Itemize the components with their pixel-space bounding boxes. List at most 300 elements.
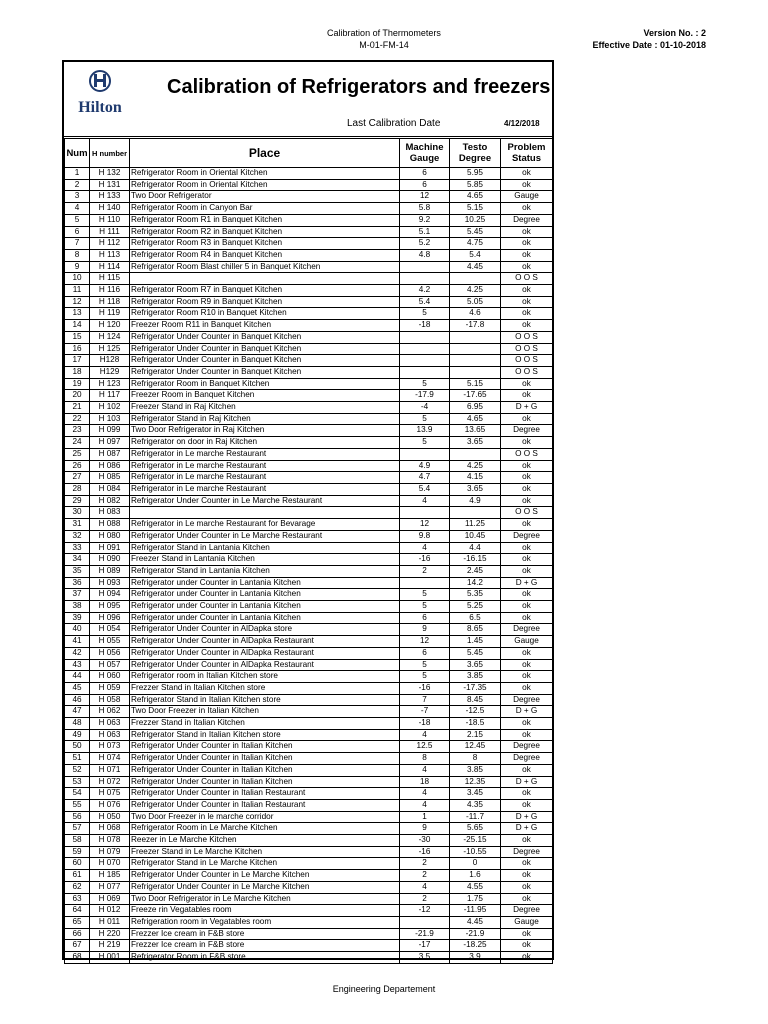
cell-machine-gauge: 5.2 xyxy=(400,238,450,250)
cell-num: 33 xyxy=(65,542,90,554)
cell-testo-degree: 5.85 xyxy=(450,179,501,191)
cell-place: Refrigerator under Counter in Lantania Kitchen xyxy=(130,589,400,601)
cell-place: Refrigerator Room in Oriental Kitchen xyxy=(130,168,400,180)
table-row xyxy=(65,694,553,706)
table-row xyxy=(65,296,553,308)
cell-place: Refrigerator Under Counter in Italian Kitchen xyxy=(130,741,400,753)
table-row xyxy=(65,729,553,741)
cell-testo-degree: -17.65 xyxy=(450,390,501,402)
cell-place: Two Door Refrigerator xyxy=(130,191,400,203)
cell-testo-degree: 5.45 xyxy=(450,647,501,659)
cell-h-number: H 072 xyxy=(90,776,130,788)
cell-machine-gauge: 4.8 xyxy=(400,249,450,261)
cell-place: Refrigerator Under Counter in Le Marche Restaurant xyxy=(130,530,400,542)
table-row xyxy=(65,718,553,730)
table-row xyxy=(65,601,553,613)
cell-testo-degree: 5.05 xyxy=(450,296,501,308)
table-row xyxy=(65,483,553,495)
cell-place: Frezzer Stand in Italian Kitchen xyxy=(130,718,400,730)
cell-h-number: H 070 xyxy=(90,858,130,870)
table-row xyxy=(65,203,553,215)
cell-problem-status: ok xyxy=(501,612,553,624)
cell-place: Refrigerator in Le marche Restaurant xyxy=(130,483,400,495)
cell-h-number: H 085 xyxy=(90,472,130,484)
cell-testo-degree: -17.35 xyxy=(450,682,501,694)
cell-num: 15 xyxy=(65,331,90,343)
table-row xyxy=(65,460,553,472)
table-row xyxy=(65,917,553,929)
cell-h-number: H 063 xyxy=(90,718,130,730)
cell-problem-status: ok xyxy=(501,682,553,694)
table-row xyxy=(65,799,553,811)
cell-machine-gauge: 5.4 xyxy=(400,296,450,308)
cell-place: Refrigerator Room R3 in Banquet Kitchen xyxy=(130,238,400,250)
cell-machine-gauge: -16 xyxy=(400,846,450,858)
cell-problem-status: Gauge xyxy=(501,917,553,929)
cell-place: Refrigerator Room in F&B store xyxy=(130,952,400,964)
cell-num: 45 xyxy=(65,682,90,694)
cell-num: 14 xyxy=(65,320,90,332)
cell-testo-degree: 12.35 xyxy=(450,776,501,788)
cell-h-number: H 113 xyxy=(90,249,130,261)
cell-testo-degree: 6.5 xyxy=(450,612,501,624)
cell-testo-degree: -21.9 xyxy=(450,928,501,940)
table-row xyxy=(65,835,553,847)
cell-num: 19 xyxy=(65,378,90,390)
cell-num: 17 xyxy=(65,355,90,367)
cell-place: Refrigerator room in Italian Kitchen store xyxy=(130,671,400,683)
cell-num: 11 xyxy=(65,285,90,297)
cell-machine-gauge: 5.8 xyxy=(400,203,450,215)
cell-problem-status: Degree xyxy=(501,741,553,753)
cell-h-number: H 114 xyxy=(90,261,130,273)
cell-machine-gauge: 2 xyxy=(400,565,450,577)
cell-problem-status: ok xyxy=(501,893,553,905)
cell-num: 46 xyxy=(65,694,90,706)
cell-num: 27 xyxy=(65,472,90,484)
table-row xyxy=(65,823,553,835)
cell-machine-gauge: 8 xyxy=(400,753,450,765)
cell-machine-gauge: 4 xyxy=(400,881,450,893)
cell-problem-status: ok xyxy=(501,647,553,659)
cell-problem-status: ok xyxy=(501,835,553,847)
cell-place: Refrigerator Under Counter in AlDapka Restaurant xyxy=(130,636,400,648)
cell-place: Two Door Refrigerator in Raj Kitchen xyxy=(130,425,400,437)
cell-place: Refrigerator Stand in Lantania Kitchen xyxy=(130,565,400,577)
cell-place: Refrigerator Under Counter in Italian Kitchen xyxy=(130,764,400,776)
cell-problem-status: Degree xyxy=(501,905,553,917)
cell-problem-status: ok xyxy=(501,799,553,811)
table-row xyxy=(65,308,553,320)
cell-place: Two Door Refrigerator in Le Marche Kitchen xyxy=(130,893,400,905)
table-body xyxy=(65,168,553,964)
cell-h-number: H 103 xyxy=(90,413,130,425)
cell-place: Refrigerator Stand in Italian Kitchen store xyxy=(130,694,400,706)
cell-h-number: H 088 xyxy=(90,519,130,531)
cell-num: 3 xyxy=(65,191,90,203)
version-number: Version No. : 2 xyxy=(643,28,706,38)
cell-place: Refrigerator Under Counter in Banquet Kitchen xyxy=(130,343,400,355)
cell-h-number: H 080 xyxy=(90,530,130,542)
cell-h-number: H 115 xyxy=(90,273,130,285)
cell-problem-status: D + G xyxy=(501,706,553,718)
cell-num: 61 xyxy=(65,870,90,882)
table-row xyxy=(65,179,553,191)
cell-h-number: H 123 xyxy=(90,378,130,390)
cell-testo-degree: 2.45 xyxy=(450,565,501,577)
table-row xyxy=(65,402,553,414)
cell-h-number: H 125 xyxy=(90,343,130,355)
cell-h-number: H 116 xyxy=(90,285,130,297)
table-row xyxy=(65,870,553,882)
cell-h-number: H 083 xyxy=(90,507,130,519)
cell-testo-degree xyxy=(450,366,501,378)
table-row xyxy=(65,343,553,355)
cell-machine-gauge: -16 xyxy=(400,682,450,694)
cell-testo-degree: 10.45 xyxy=(450,530,501,542)
cell-machine-gauge: 6 xyxy=(400,168,450,180)
cell-machine-gauge xyxy=(400,355,450,367)
cell-h-number: H 102 xyxy=(90,402,130,414)
cell-machine-gauge: 13.9 xyxy=(400,425,450,437)
cell-machine-gauge: 5 xyxy=(400,671,450,683)
cell-problem-status: ok xyxy=(501,226,553,238)
cell-place: Refrigerator Room R4 in Banquet Kitchen xyxy=(130,249,400,261)
table-row xyxy=(65,565,553,577)
cell-testo-degree: 5.15 xyxy=(450,203,501,215)
cell-h-number: H 082 xyxy=(90,495,130,507)
cell-testo-degree xyxy=(450,273,501,285)
table-row xyxy=(65,191,553,203)
table-row xyxy=(65,530,553,542)
cell-h-number: H 131 xyxy=(90,179,130,191)
cell-h-number: H 185 xyxy=(90,870,130,882)
cell-problem-status: ok xyxy=(501,296,553,308)
cell-testo-degree: 10.25 xyxy=(450,214,501,226)
hilton-logo xyxy=(67,68,133,114)
calibration-table xyxy=(64,138,553,964)
cell-h-number: H 079 xyxy=(90,846,130,858)
cell-num: 21 xyxy=(65,402,90,414)
cell-testo-degree: 4.45 xyxy=(450,261,501,273)
cell-num: 62 xyxy=(65,881,90,893)
cell-testo-degree: -10.55 xyxy=(450,846,501,858)
cell-machine-gauge: 4 xyxy=(400,799,450,811)
cell-testo-degree xyxy=(450,448,501,460)
cell-place: Refrigerator under Counter in Lantania Kitchen xyxy=(130,601,400,613)
table-row xyxy=(65,472,553,484)
cell-testo-degree: 4.35 xyxy=(450,799,501,811)
cell-problem-status: ok xyxy=(501,203,553,215)
cell-place: Refrigerator Under Counter in AlDapka Restaurant xyxy=(130,647,400,659)
table-header-row xyxy=(65,139,553,168)
cell-num: 49 xyxy=(65,729,90,741)
table-row xyxy=(65,624,553,636)
cell-place xyxy=(130,273,400,285)
cell-machine-gauge: 4.7 xyxy=(400,472,450,484)
cell-num: 13 xyxy=(65,308,90,320)
cell-testo-degree: 4.45 xyxy=(450,917,501,929)
cell-machine-gauge: -30 xyxy=(400,835,450,847)
cell-problem-status: ok xyxy=(501,495,553,507)
table-row xyxy=(65,788,553,800)
cell-machine-gauge: 1 xyxy=(400,811,450,823)
cell-testo-degree: 5.35 xyxy=(450,589,501,601)
cell-testo-degree: 12.45 xyxy=(450,741,501,753)
cell-problem-status: O O S xyxy=(501,355,553,367)
cell-h-number: H 110 xyxy=(90,214,130,226)
cell-problem-status: ok xyxy=(501,928,553,940)
table-row xyxy=(65,940,553,952)
cell-testo-degree: -18.25 xyxy=(450,940,501,952)
cell-problem-status: Degree xyxy=(501,214,553,226)
cell-problem-status: ok xyxy=(501,168,553,180)
cell-num: 52 xyxy=(65,764,90,776)
cell-machine-gauge: 18 xyxy=(400,776,450,788)
cell-num: 44 xyxy=(65,671,90,683)
cell-h-number: H 099 xyxy=(90,425,130,437)
cell-h-number: H 133 xyxy=(90,191,130,203)
cell-place: Refrigerator Stand in Raj Kitchen xyxy=(130,413,400,425)
cell-h-number: H 117 xyxy=(90,390,130,402)
cell-testo-degree xyxy=(450,507,501,519)
cell-testo-degree: 11.25 xyxy=(450,519,501,531)
cell-problem-status: D + G xyxy=(501,811,553,823)
cell-machine-gauge: -17 xyxy=(400,940,450,952)
cell-testo-degree: 3.65 xyxy=(450,483,501,495)
cell-num: 7 xyxy=(65,238,90,250)
cell-problem-status: ok xyxy=(501,554,553,566)
cell-h-number: H 118 xyxy=(90,296,130,308)
cell-machine-gauge: 9 xyxy=(400,624,450,636)
cell-machine-gauge: 6 xyxy=(400,612,450,624)
col-header-h-number: H number xyxy=(90,139,130,168)
table-row xyxy=(65,238,553,250)
table-row xyxy=(65,168,553,180)
cell-testo-degree: 0 xyxy=(450,858,501,870)
cell-problem-status: ok xyxy=(501,858,553,870)
cell-machine-gauge: 4 xyxy=(400,788,450,800)
table-row xyxy=(65,437,553,449)
cell-h-number: H 093 xyxy=(90,577,130,589)
cell-h-number: H 220 xyxy=(90,928,130,940)
cell-place: Two Door Freezer in Italian Kitchen xyxy=(130,706,400,718)
cell-machine-gauge: 4 xyxy=(400,495,450,507)
cell-h-number: H 060 xyxy=(90,671,130,683)
cell-problem-status: ok xyxy=(501,729,553,741)
table-row xyxy=(65,366,553,378)
cell-num: 58 xyxy=(65,835,90,847)
cell-place: Reezer in Le Marche Kitchen xyxy=(130,835,400,847)
cell-problem-status: O O S xyxy=(501,507,553,519)
cell-testo-degree: 5.65 xyxy=(450,823,501,835)
cell-testo-degree: -11.7 xyxy=(450,811,501,823)
cell-testo-degree: 6.95 xyxy=(450,402,501,414)
cell-machine-gauge: 6 xyxy=(400,647,450,659)
cell-place: Freezer Stand in Le Marche Kitchen xyxy=(130,846,400,858)
cell-problem-status: ok xyxy=(501,519,553,531)
cell-testo-degree: 4.25 xyxy=(450,460,501,472)
cell-num: 26 xyxy=(65,460,90,472)
cell-problem-status: ok xyxy=(501,285,553,297)
cell-problem-status: ok xyxy=(501,788,553,800)
cell-problem-status: ok xyxy=(501,542,553,554)
col-header-place: Place xyxy=(130,139,400,168)
cell-testo-degree: 4.65 xyxy=(450,413,501,425)
cell-place: Refrigerator Room in Le Marche Kitchen xyxy=(130,823,400,835)
cell-num: 5 xyxy=(65,214,90,226)
cell-h-number: H 012 xyxy=(90,905,130,917)
cell-num: 37 xyxy=(65,589,90,601)
table-row xyxy=(65,858,553,870)
cell-h-number: H128 xyxy=(90,355,130,367)
cell-machine-gauge: 3.5 xyxy=(400,952,450,964)
cell-machine-gauge xyxy=(400,507,450,519)
table-row xyxy=(65,671,553,683)
cell-h-number: H 058 xyxy=(90,694,130,706)
cell-place: Refrigerator Under Counter in Italian Kitchen xyxy=(130,753,400,765)
cell-machine-gauge: -12 xyxy=(400,905,450,917)
cell-h-number: H 076 xyxy=(90,799,130,811)
cell-testo-degree: 3.85 xyxy=(450,671,501,683)
table-row xyxy=(65,519,553,531)
cell-h-number: H 120 xyxy=(90,320,130,332)
cell-num: 51 xyxy=(65,753,90,765)
cell-problem-status: Degree xyxy=(501,694,553,706)
cell-h-number: H 056 xyxy=(90,647,130,659)
col-header-num: Num xyxy=(65,139,90,168)
cell-problem-status: Degree xyxy=(501,624,553,636)
cell-testo-degree: 1.6 xyxy=(450,870,501,882)
cell-place: Refrigerator Under Counter in AlDapka store xyxy=(130,624,400,636)
cell-place: Freezer Stand in Lantania Kitchen xyxy=(130,554,400,566)
cell-num: 31 xyxy=(65,519,90,531)
cell-machine-gauge xyxy=(400,273,450,285)
table-row xyxy=(65,425,553,437)
table-row xyxy=(65,542,553,554)
table-row xyxy=(65,647,553,659)
cell-place: Refrigerator Under Counter in AlDapka Restaurant xyxy=(130,659,400,671)
cell-problem-status: Degree xyxy=(501,530,553,542)
cell-problem-status: O O S xyxy=(501,448,553,460)
table-row xyxy=(65,378,553,390)
cell-problem-status: ok xyxy=(501,390,553,402)
table-row xyxy=(65,249,553,261)
cell-num: 54 xyxy=(65,788,90,800)
cell-place: Frezzer Ice cream in F&B store xyxy=(130,940,400,952)
cell-problem-status: Gauge xyxy=(501,636,553,648)
cell-testo-degree: 8.65 xyxy=(450,624,501,636)
cell-testo-degree: 4.9 xyxy=(450,495,501,507)
cell-place: Freeze rin Vegatables room xyxy=(130,905,400,917)
cell-num: 36 xyxy=(65,577,90,589)
cell-problem-status: ok xyxy=(501,764,553,776)
cell-machine-gauge: 5 xyxy=(400,308,450,320)
cell-place: Freezer Room in Banquet Kitchen xyxy=(130,390,400,402)
cell-problem-status: ok xyxy=(501,589,553,601)
cell-place: Refrigerator Room Blast chiller 5 in Banquet Kitchen xyxy=(130,261,400,273)
cell-h-number: H 073 xyxy=(90,741,130,753)
cell-problem-status: ok xyxy=(501,308,553,320)
cell-testo-degree: 14.2 xyxy=(450,577,501,589)
cell-num: 60 xyxy=(65,858,90,870)
cell-h-number: H 091 xyxy=(90,542,130,554)
cell-problem-status: ok xyxy=(501,940,553,952)
cell-testo-degree: -17.8 xyxy=(450,320,501,332)
cell-num: 38 xyxy=(65,601,90,613)
cell-h-number: H 069 xyxy=(90,893,130,905)
cell-num: 30 xyxy=(65,507,90,519)
cell-machine-gauge: -21.9 xyxy=(400,928,450,940)
cell-place: Refrigerator Stand in Italian Kitchen store xyxy=(130,729,400,741)
cell-problem-status: ok xyxy=(501,437,553,449)
cell-h-number: H 090 xyxy=(90,554,130,566)
cell-place: Refrigerator in Le marche Restaurant xyxy=(130,472,400,484)
cell-machine-gauge xyxy=(400,577,450,589)
cell-problem-status: O O S xyxy=(501,343,553,355)
cell-h-number: H 068 xyxy=(90,823,130,835)
table-row xyxy=(65,507,553,519)
col-header-testo-degree: Testo Degree xyxy=(450,139,501,168)
cell-problem-status: ok xyxy=(501,601,553,613)
cell-num: 67 xyxy=(65,940,90,952)
cell-problem-status: ok xyxy=(501,320,553,332)
cell-num: 68 xyxy=(65,952,90,964)
cell-testo-degree: -16.15 xyxy=(450,554,501,566)
cell-machine-gauge xyxy=(400,917,450,929)
cell-place: Refrigerator in Le marche Restaurant for Bevarage xyxy=(130,519,400,531)
cell-place: Refrigerator Room R9 in Banquet Kitchen xyxy=(130,296,400,308)
cell-testo-degree: 8 xyxy=(450,753,501,765)
cell-num: 10 xyxy=(65,273,90,285)
cell-h-number: H 087 xyxy=(90,448,130,460)
cell-machine-gauge: 5.4 xyxy=(400,483,450,495)
effective-date: Effective Date : 01-10-2018 xyxy=(592,40,706,50)
cell-place: Two Door Freezer in le marche corridor xyxy=(130,811,400,823)
cell-h-number: H 124 xyxy=(90,331,130,343)
cell-problem-status: ok xyxy=(501,249,553,261)
table-row xyxy=(65,952,553,964)
cell-machine-gauge: 12 xyxy=(400,636,450,648)
table-row xyxy=(65,226,553,238)
cell-place: Refrigerator Room in Canyon Bar xyxy=(130,203,400,215)
table-row xyxy=(65,893,553,905)
cell-num: 59 xyxy=(65,846,90,858)
table-row xyxy=(65,659,553,671)
cell-h-number: H 011 xyxy=(90,917,130,929)
sheet-title: Calibration of Refrigerators and freezers xyxy=(167,76,551,98)
table-row xyxy=(65,413,553,425)
cell-num: 43 xyxy=(65,659,90,671)
cell-machine-gauge: 5 xyxy=(400,659,450,671)
doc-title: Calibration of Thermometers xyxy=(327,28,441,38)
cell-machine-gauge: 9.2 xyxy=(400,214,450,226)
cell-testo-degree: 4.65 xyxy=(450,191,501,203)
cell-place: Refrigerator Under Counter in Banquet Kitchen xyxy=(130,331,400,343)
cell-h-number: H 096 xyxy=(90,612,130,624)
cell-place: Refrigerator Stand in Lantania Kitchen xyxy=(130,542,400,554)
cell-num: 39 xyxy=(65,612,90,624)
cell-h-number: H 132 xyxy=(90,168,130,180)
cell-machine-gauge: 5.1 xyxy=(400,226,450,238)
cell-place: Refrigerator Room in Oriental Kitchen xyxy=(130,179,400,191)
cell-place: Refrigerator Under Counter in Italian Restaurant xyxy=(130,799,400,811)
svg-text:Hilton: Hilton xyxy=(78,99,122,114)
cell-num: 35 xyxy=(65,565,90,577)
cell-testo-degree: 5.95 xyxy=(450,168,501,180)
calibration-sheet xyxy=(62,60,554,960)
cell-testo-degree: 3.85 xyxy=(450,764,501,776)
